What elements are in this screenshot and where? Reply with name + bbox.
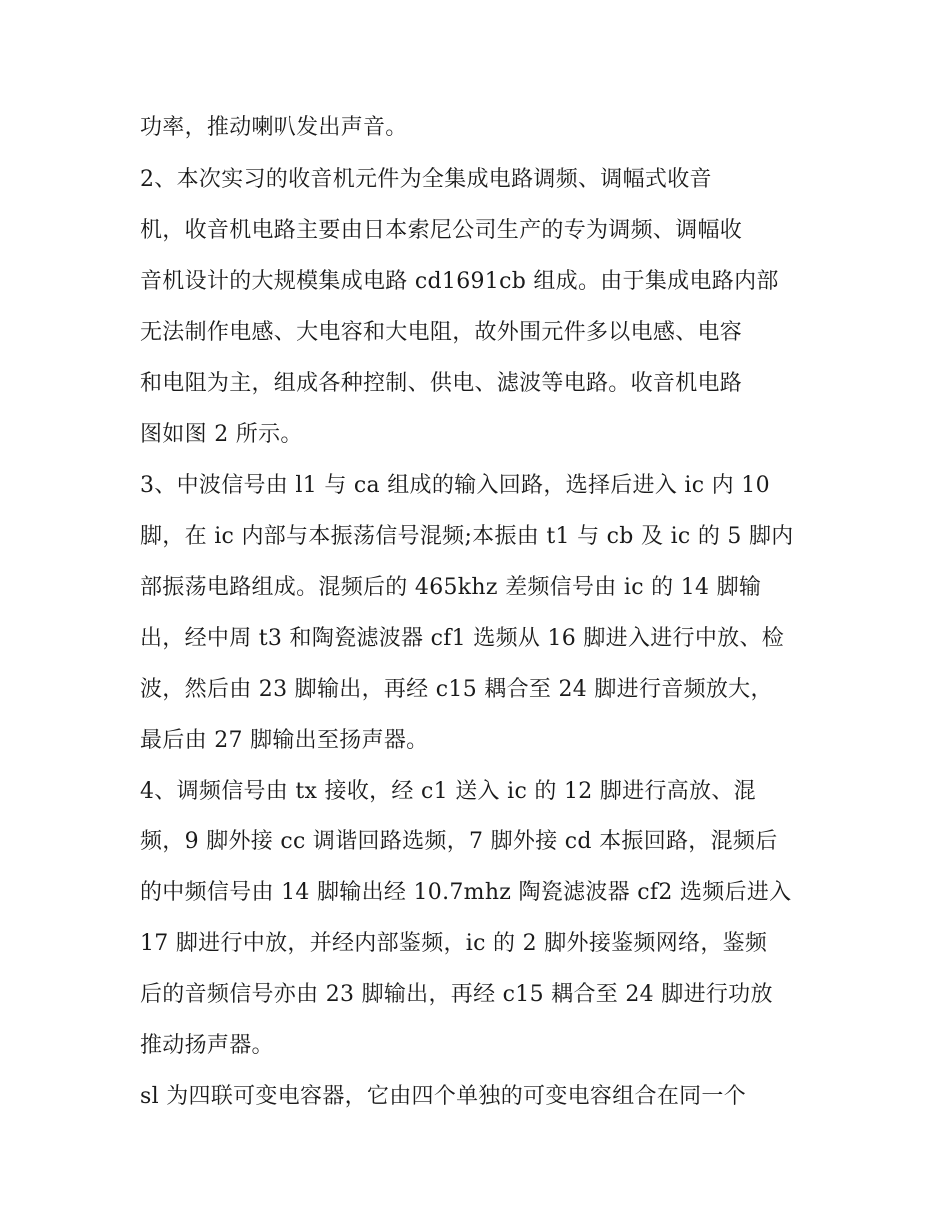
text-line: sl 为四联可变电容器，它由四个单独的可变电容组合在同一个 [140, 1084, 747, 1109]
text-line: 无法制作电感、大电容和大电阻，故外围元件多以电感、电容 [140, 320, 743, 345]
text-line: 图如图 2 所示。 [140, 422, 303, 447]
text-line: 音机设计的大规模集成电路 cd1691cb 组成。由于集成电路内部 [140, 269, 779, 294]
text-line: 频，9 脚外接 cc 调谐回路选频，7 脚外接 cd 本振回路，混频后 [140, 829, 778, 854]
text-line: 4、调频信号由 tx 接收，经 c1 送入 ic 的 12 脚进行高放、混 [140, 779, 756, 804]
text-line: 脚，在 ic 内部与本振荡信号混频;本振由 t1 与 cb 及 ic 的 5 脚内 [140, 524, 794, 549]
text-line: 最后由 27 脚输出至扬声器。 [140, 728, 429, 753]
text-line: 推动扬声器。 [140, 1033, 274, 1058]
text-line: 17 脚进行中放，并经内部鉴频，ic 的 2 脚外接鉴频网络，鉴频 [140, 931, 768, 956]
text-line: 后的音频信号亦由 23 脚输出，再经 c15 耦合至 24 脚进行功放 [140, 982, 773, 1007]
text-line: 部振荡电路组成。混频后的 465khz 差频信号由 ic 的 14 脚输 [140, 575, 762, 600]
text-line: 和电阻为主，组成各种控制、供电、滤波等电路。收音机电路 [140, 371, 743, 396]
text-line: 3、中波信号由 l1 与 ca 组成的输入回路，选择后进入 ic 内 10 [140, 473, 770, 498]
text-line: 2、本次实习的收音机元件为全集成电路调频、调幅式收音 [140, 167, 712, 192]
text-line: 的中频信号由 14 脚输出经 10.7mhz 陶瓷滤波器 cf2 选频后进入 [140, 880, 792, 905]
text-line: 机，收音机电路主要由日本索尼公司生产的专为调频、调幅收 [140, 218, 743, 243]
text-line: 波，然后由 23 脚输出，再经 c15 耦合至 24 脚进行音频放大， [140, 677, 773, 702]
text-line: 功率，推动喇叭发出声音。 [140, 115, 408, 140]
text-line: 出，经中周 t3 和陶瓷滤波器 cf1 选频从 16 脚进入进行中放、检 [140, 626, 785, 651]
